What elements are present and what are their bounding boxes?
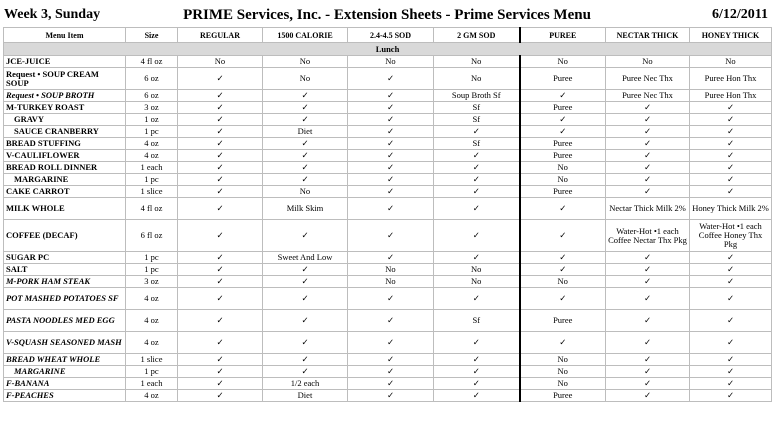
check-mark-icon: ✓	[348, 252, 434, 264]
2gm-sod-cell: No	[434, 56, 520, 68]
check-mark-icon: ✓	[263, 174, 348, 186]
col-regular: REGULAR	[178, 28, 263, 43]
size-cell: 4 oz	[126, 332, 178, 354]
nectar-thick-cell: No	[606, 56, 690, 68]
check-mark-icon: ✓	[520, 198, 606, 220]
col-2-4-4-5-sod: 2.4-4.5 SOD	[348, 28, 434, 43]
size-cell: 4 oz	[126, 390, 178, 402]
check-mark-icon: ✓	[606, 354, 690, 366]
check-mark-icon: ✓	[520, 252, 606, 264]
2gm-sod-cell: Sf	[434, 114, 520, 126]
1500-calorie-cell: No	[263, 186, 348, 198]
1500-calorie-cell: Diet	[263, 390, 348, 402]
check-mark-icon: ✓	[348, 150, 434, 162]
2gm-sod-cell: No	[434, 264, 520, 276]
2-4-4-5-sod-cell: No	[348, 276, 434, 288]
check-mark-icon: ✓	[178, 252, 263, 264]
size-cell: 1 pc	[126, 264, 178, 276]
menu-row	[4, 126, 772, 138]
1500-calorie-cell: Milk Skim	[263, 198, 348, 220]
check-mark-icon: ✓	[434, 198, 520, 220]
check-mark-icon: ✓	[348, 378, 434, 390]
check-mark-icon: ✓	[690, 186, 772, 198]
menu-item-name: SAUCE CRANBERRY	[4, 126, 126, 138]
check-mark-icon: ✓	[178, 198, 263, 220]
check-mark-icon: ✓	[434, 174, 520, 186]
check-mark-icon: ✓	[606, 126, 690, 138]
check-mark-icon: ✓	[690, 150, 772, 162]
check-mark-icon: ✓	[263, 150, 348, 162]
col-size: Size	[126, 28, 178, 43]
size-cell: 1 slice	[126, 186, 178, 198]
puree-cell: Puree	[520, 102, 606, 114]
menu-row	[4, 390, 772, 402]
menu-item-name: Request • SOUP CREAM SOUP	[4, 68, 126, 90]
size-cell: 1 pc	[126, 126, 178, 138]
lunch-section-row	[4, 43, 772, 56]
check-mark-icon: ✓	[263, 366, 348, 378]
menu-row	[4, 186, 772, 198]
menu-item-name: M-TURKEY ROAST	[4, 102, 126, 114]
check-mark-icon: ✓	[348, 220, 434, 252]
check-mark-icon: ✓	[434, 162, 520, 174]
honey-thick-cell: Puree Hon Thx	[690, 90, 772, 102]
check-mark-icon: ✓	[263, 138, 348, 150]
check-mark-icon: ✓	[690, 138, 772, 150]
col-2gm-sod: 2 GM SOD	[434, 28, 520, 43]
menu-item-name: F-PEACHES	[4, 390, 126, 402]
check-mark-icon: ✓	[690, 252, 772, 264]
menu-row	[4, 102, 772, 114]
check-mark-icon: ✓	[178, 114, 263, 126]
menu-item-name: Request • SOUP BROTH	[4, 90, 126, 102]
check-mark-icon: ✓	[178, 310, 263, 332]
size-cell: 4 oz	[126, 288, 178, 310]
check-mark-icon: ✓	[434, 186, 520, 198]
menu-row	[4, 354, 772, 366]
size-cell: 1 slice	[126, 354, 178, 366]
check-mark-icon: ✓	[690, 126, 772, 138]
puree-cell: No	[520, 378, 606, 390]
check-mark-icon: ✓	[263, 288, 348, 310]
2gm-sod-cell: Sf	[434, 102, 520, 114]
honey-thick-cell: Water-Hot •1 each Coffee Honey Thx Pkg	[690, 220, 772, 252]
check-mark-icon: ✓	[606, 264, 690, 276]
week-day-label: Week 3, Sunday	[4, 7, 101, 22]
check-mark-icon: ✓	[348, 390, 434, 402]
menu-item-name: V-SQUASH SEASONED MASH	[4, 332, 126, 354]
menu-row	[4, 198, 772, 220]
check-mark-icon: ✓	[178, 390, 263, 402]
check-mark-icon: ✓	[434, 378, 520, 390]
puree-cell: No	[520, 276, 606, 288]
check-mark-icon: ✓	[434, 150, 520, 162]
check-mark-icon: ✓	[263, 114, 348, 126]
check-mark-icon: ✓	[690, 162, 772, 174]
1500-calorie-cell: 1/2 each	[263, 378, 348, 390]
menu-item-name: BREAD ROLL DINNER	[4, 162, 126, 174]
menu-item-name: V-CAULIFLOWER	[4, 150, 126, 162]
menu-item-name: PASTA NOODLES MED EGG	[4, 310, 126, 332]
check-mark-icon: ✓	[178, 288, 263, 310]
2gm-sod-cell: Soup Broth Sf	[434, 90, 520, 102]
check-mark-icon: ✓	[178, 126, 263, 138]
check-mark-icon: ✓	[434, 332, 520, 354]
menu-row	[4, 174, 772, 186]
menu-table	[3, 27, 772, 402]
sheet-header	[0, 0, 774, 28]
2gm-sod-cell: Sf	[434, 310, 520, 332]
check-mark-icon: ✓	[263, 310, 348, 332]
check-mark-icon: ✓	[348, 114, 434, 126]
menu-item-name: BREAD STUFFING	[4, 138, 126, 150]
1500-calorie-cell: Sweet And Low	[263, 252, 348, 264]
check-mark-icon: ✓	[178, 264, 263, 276]
size-cell: 6 oz	[126, 90, 178, 102]
lunch-section-label: Lunch	[4, 43, 772, 56]
puree-cell: No	[520, 366, 606, 378]
menu-row	[4, 332, 772, 354]
check-mark-icon: ✓	[348, 174, 434, 186]
check-mark-icon: ✓	[690, 366, 772, 378]
size-cell: 6 fl oz	[126, 220, 178, 252]
check-mark-icon: ✓	[178, 150, 263, 162]
check-mark-icon: ✓	[434, 252, 520, 264]
check-mark-icon: ✓	[520, 126, 606, 138]
check-mark-icon: ✓	[690, 390, 772, 402]
menu-item-name: COFFEE (DECAF)	[4, 220, 126, 252]
check-mark-icon: ✓	[606, 332, 690, 354]
check-mark-icon: ✓	[263, 102, 348, 114]
check-mark-icon: ✓	[263, 162, 348, 174]
check-mark-icon: ✓	[520, 332, 606, 354]
check-mark-icon: ✓	[178, 366, 263, 378]
menu-row	[4, 162, 772, 174]
check-mark-icon: ✓	[520, 114, 606, 126]
check-mark-icon: ✓	[348, 198, 434, 220]
menu-row	[4, 310, 772, 332]
size-cell: 1 oz	[126, 114, 178, 126]
puree-cell: No	[520, 56, 606, 68]
check-mark-icon: ✓	[178, 378, 263, 390]
check-mark-icon: ✓	[178, 138, 263, 150]
nectar-thick-cell: Water-Hot •1 each Coffee Nectar Thx Pkg	[606, 220, 690, 252]
menu-item-name: CAKE CARROT	[4, 186, 126, 198]
col-1500-calorie: 1500 CALORIE	[263, 28, 348, 43]
menu-item-name: MARGARINE	[4, 174, 126, 186]
check-mark-icon: ✓	[348, 102, 434, 114]
check-mark-icon: ✓	[434, 390, 520, 402]
check-mark-icon: ✓	[606, 378, 690, 390]
check-mark-icon: ✓	[178, 276, 263, 288]
menu-row	[4, 114, 772, 126]
check-mark-icon: ✓	[263, 354, 348, 366]
check-mark-icon: ✓	[690, 332, 772, 354]
check-mark-icon: ✓	[690, 102, 772, 114]
check-mark-icon: ✓	[690, 288, 772, 310]
check-mark-icon: ✓	[263, 276, 348, 288]
check-mark-icon: ✓	[606, 114, 690, 126]
nectar-thick-cell: Nectar Thick Milk 2%	[606, 198, 690, 220]
size-cell: 3 oz	[126, 102, 178, 114]
check-mark-icon: ✓	[348, 310, 434, 332]
menu-row	[4, 90, 772, 102]
menu-row	[4, 378, 772, 390]
check-mark-icon: ✓	[690, 276, 772, 288]
menu-row	[4, 220, 772, 252]
menu-grid	[3, 27, 771, 402]
size-cell: 1 each	[126, 162, 178, 174]
check-mark-icon: ✓	[178, 220, 263, 252]
check-mark-icon: ✓	[263, 220, 348, 252]
2-4-4-5-sod-cell: No	[348, 56, 434, 68]
menu-item-name: GRAVY	[4, 114, 126, 126]
1500-calorie-cell: No	[263, 68, 348, 90]
check-mark-icon: ✓	[178, 354, 263, 366]
check-mark-icon: ✓	[606, 162, 690, 174]
check-mark-icon: ✓	[348, 186, 434, 198]
size-cell: 1 pc	[126, 252, 178, 264]
size-cell: 1 pc	[126, 174, 178, 186]
menu-row	[4, 276, 772, 288]
2gm-sod-cell: Sf	[434, 138, 520, 150]
puree-cell: No	[520, 354, 606, 366]
check-mark-icon: ✓	[434, 220, 520, 252]
check-mark-icon: ✓	[606, 174, 690, 186]
puree-cell: Puree	[520, 138, 606, 150]
menu-row	[4, 264, 772, 276]
menu-row	[4, 150, 772, 162]
puree-cell: Puree	[520, 390, 606, 402]
check-mark-icon: ✓	[606, 288, 690, 310]
sheet-date: 6/12/2011	[711, 7, 768, 22]
check-mark-icon: ✓	[178, 332, 263, 354]
check-mark-icon: ✓	[348, 332, 434, 354]
size-cell: 4 oz	[126, 138, 178, 150]
puree-cell: Puree	[520, 150, 606, 162]
puree-cell: Puree	[520, 310, 606, 332]
check-mark-icon: ✓	[690, 354, 772, 366]
nectar-thick-cell: Puree Nec Thx	[606, 68, 690, 90]
check-mark-icon: ✓	[606, 252, 690, 264]
1500-calorie-cell: No	[263, 56, 348, 68]
size-cell: 3 oz	[126, 276, 178, 288]
check-mark-icon: ✓	[606, 310, 690, 332]
check-mark-icon: ✓	[434, 366, 520, 378]
check-mark-icon: ✓	[520, 288, 606, 310]
check-mark-icon: ✓	[520, 90, 606, 102]
1500-calorie-cell: Diet	[263, 126, 348, 138]
column-header-row	[4, 28, 772, 43]
menu-row	[4, 56, 772, 68]
check-mark-icon: ✓	[263, 264, 348, 276]
col-menu-item: Menu Item	[4, 28, 126, 43]
honey-thick-cell: No	[690, 56, 772, 68]
size-cell: 1 each	[126, 378, 178, 390]
size-cell: 4 fl oz	[126, 198, 178, 220]
menu-item-name: MARGARINE	[4, 366, 126, 378]
check-mark-icon: ✓	[434, 288, 520, 310]
menu-item-name: JCE-JUICE	[4, 56, 126, 68]
check-mark-icon: ✓	[178, 68, 263, 90]
menu-item-name: POT MASHED POTATOES SF	[4, 288, 126, 310]
menu-item-name: SUGAR PC	[4, 252, 126, 264]
check-mark-icon: ✓	[434, 126, 520, 138]
check-mark-icon: ✓	[520, 264, 606, 276]
size-cell: 1 pc	[126, 366, 178, 378]
check-mark-icon: ✓	[690, 264, 772, 276]
regular-cell: No	[178, 56, 263, 68]
check-mark-icon: ✓	[178, 174, 263, 186]
honey-thick-cell: Puree Hon Thx	[690, 68, 772, 90]
check-mark-icon: ✓	[348, 162, 434, 174]
menu-item-name: SALT	[4, 264, 126, 276]
check-mark-icon: ✓	[178, 90, 263, 102]
size-cell: 6 oz	[126, 68, 178, 90]
col-nectar-thick: NECTAR THICK	[606, 28, 690, 43]
sheet-title: PRIME Services, Inc. - Extension Sheets - Prime Services Menu	[183, 7, 591, 23]
check-mark-icon: ✓	[348, 366, 434, 378]
size-cell: 4 fl oz	[126, 56, 178, 68]
check-mark-icon: ✓	[606, 150, 690, 162]
puree-cell: No	[520, 174, 606, 186]
2gm-sod-cell: No	[434, 276, 520, 288]
check-mark-icon: ✓	[606, 390, 690, 402]
menu-row	[4, 138, 772, 150]
size-cell: 4 oz	[126, 310, 178, 332]
puree-cell: No	[520, 162, 606, 174]
check-mark-icon: ✓	[606, 138, 690, 150]
col-honey-thick: HONEY THICK	[690, 28, 772, 43]
check-mark-icon: ✓	[178, 102, 263, 114]
check-mark-icon: ✓	[434, 354, 520, 366]
check-mark-icon: ✓	[348, 90, 434, 102]
2gm-sod-cell: No	[434, 68, 520, 90]
check-mark-icon: ✓	[606, 186, 690, 198]
check-mark-icon: ✓	[606, 366, 690, 378]
menu-item-name: BREAD WHEAT WHOLE	[4, 354, 126, 366]
check-mark-icon: ✓	[348, 288, 434, 310]
puree-cell: Puree	[520, 186, 606, 198]
check-mark-icon: ✓	[263, 90, 348, 102]
menu-row	[4, 252, 772, 264]
menu-row	[4, 366, 772, 378]
check-mark-icon: ✓	[178, 162, 263, 174]
puree-cell: Puree	[520, 68, 606, 90]
check-mark-icon: ✓	[606, 102, 690, 114]
check-mark-icon: ✓	[348, 354, 434, 366]
menu-rows	[4, 56, 772, 402]
menu-row	[4, 288, 772, 310]
check-mark-icon: ✓	[178, 186, 263, 198]
nectar-thick-cell: Puree Nec Thx	[606, 90, 690, 102]
check-mark-icon: ✓	[606, 276, 690, 288]
honey-thick-cell: Honey Thick Milk 2%	[690, 198, 772, 220]
check-mark-icon: ✓	[348, 126, 434, 138]
check-mark-icon: ✓	[348, 68, 434, 90]
size-cell: 4 oz	[126, 150, 178, 162]
check-mark-icon: ✓	[690, 378, 772, 390]
col-puree: PUREE	[520, 28, 606, 43]
2-4-4-5-sod-cell: No	[348, 264, 434, 276]
check-mark-icon: ✓	[520, 220, 606, 252]
menu-item-name: F-BANANA	[4, 378, 126, 390]
menu-item-name: M-PORK HAM STEAK	[4, 276, 126, 288]
check-mark-icon: ✓	[690, 174, 772, 186]
check-mark-icon: ✓	[690, 114, 772, 126]
check-mark-icon: ✓	[348, 138, 434, 150]
menu-row	[4, 68, 772, 90]
check-mark-icon: ✓	[690, 310, 772, 332]
check-mark-icon: ✓	[263, 332, 348, 354]
menu-item-name: MILK WHOLE	[4, 198, 126, 220]
